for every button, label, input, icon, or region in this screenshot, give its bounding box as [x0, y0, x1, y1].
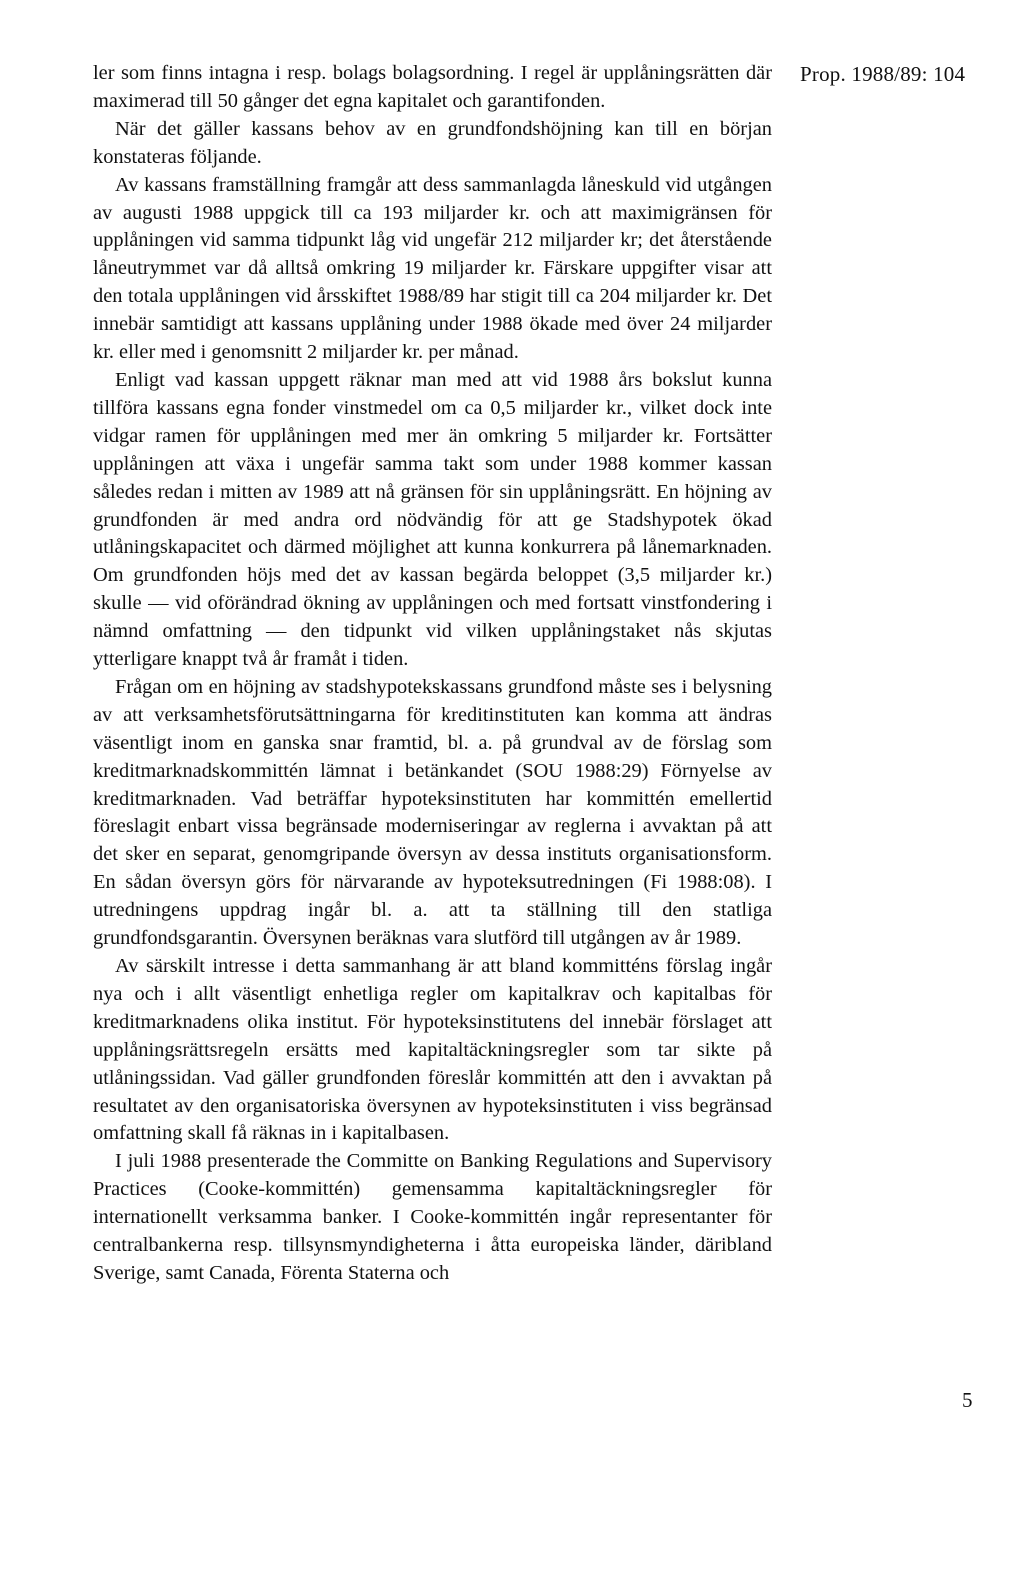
paragraph: När det gäller kassans behov av en grundfondshöjning kan till en början konstateras följande. — [93, 117, 772, 168]
paragraph: Av kassans framställning framgår att dess sammanlagda låneskuld vid utgången av augusti 1988 uppgick till ca 193 miljarder kr. och att maximigränsen för upplåningen vid samma tidpunkt låg vid ungefär 212 miljarder kr; det återstående låneutrymmet var då alltså omkring 19 miljarder kr. Färskare uppgifter visar att den totala upplåningen vid årsskiftet 1988/89 har stigit till ca 204 miljarder kr. Det innebär samtidigt att kassans upplåning under 1988 ökade med över 24 miljarder kr. eller med i genomsnitt 2 miljarder kr. per månad. — [93, 173, 772, 364]
paragraph: I juli 1988 presenterade the Committe on Banking Regulations and Supervisory Practices (Cooke-kommittén) gemensamma kapitaltäckningsregler för internationellt verksamma banker. I Cooke-kommittén ingår representanter för centralbankerna resp. tillsynsmyndigheterna i åtta europeiska länder, däribland Sverige, samt Canada, Förenta Staterna och — [93, 1150, 772, 1284]
paragraph: Av särskilt intresse i detta sammanhang är att bland kommitténs förslag ingår nya och i allt väsentligt enhetliga regler om kapitalkrav och kapitalbas för kreditmarknadens olika institut. För hypoteksinstitutens del innebär förslaget att upplåningsrättsregeln ersätts med kapitaltäckningsregler som tar sikte på utlåningssidan. Vad gäller grundfonden föreslår kommittén att den i avvaktan på resultatet av den organisatoriska översynen av hypoteksinstituten i viss begränsad omfattning skall få räknas in i kapitalbasen. — [93, 955, 772, 1145]
page-reference: Prop. 1988/89: 104 — [800, 62, 966, 86]
paragraph: Enligt vad kassan uppgett räknar man med att vid 1988 års bokslut kunna tillföra kassans egna fonder vinstmedel om ca 0,5 miljarder kr., vilket dock inte vidgar ramen för upplåningen med mer än omkring 5 miljarder kr. Fortsätter upplåningen att växa i ungefär samma takt som under 1988 kommer kassan således redan i mitten av 1989 att nå gränsen för sin upplåningsrätt. En höjning av grundfonden är med andra ord nödvändig för att ge Stadshypotek ökad utlåningskapacitet och därmed möjlighet att kunna konkurrera på lånemarknaden. Om grundfonden höjs med det av kassan begärda beloppet (3,5 miljarder kr.) skulle — vid oförändrad ökning av upplåningen och med fortsatt vinstfondering i nämnd omfattning — den tidpunkt vid vilken upplåningstaket nås skjutas ytterligare knappt två år framåt i tiden. — [93, 368, 772, 671]
body-text — [93, 60, 772, 1288]
paragraph-continued: ler som finns intagna i resp. bolags bolagsordning. I regel är upplåningsrätten där maximerad till 50 gånger det egna kapitalet och garantifonden. — [93, 62, 772, 112]
paragraph: Frågan om en höjning av stadshypotekskassans grundfond måste ses i belysning av att verksamhetsförutsättningarna för kreditinstituten kan komma att ändras väsentligt inom en ganska snar framtid, bl. a. på grundval av de förslag som kreditmarknadskommittén lämnat i betänkandet (SOU 1988:29) Förnyelse av kreditmarknaden. Vad beträffar hypoteksinstituten har kommittén emellertid föreslagit enbart vissa begränsade moderniseringar av reglerna i avvaktan på att det sker en separat, genomgripande översyn av dessa instituts organisationsform. En sådan översyn görs för närvarande av hypoteksutredningen (Fi 1988:08). I utredningens uppdrag ingår bl. a. att ta ställning till den statliga grundfondsgarantin. Översynen beräknas vara slutförd till utgången av år 1989. — [93, 675, 772, 950]
page-number: 5 — [962, 1388, 973, 1412]
